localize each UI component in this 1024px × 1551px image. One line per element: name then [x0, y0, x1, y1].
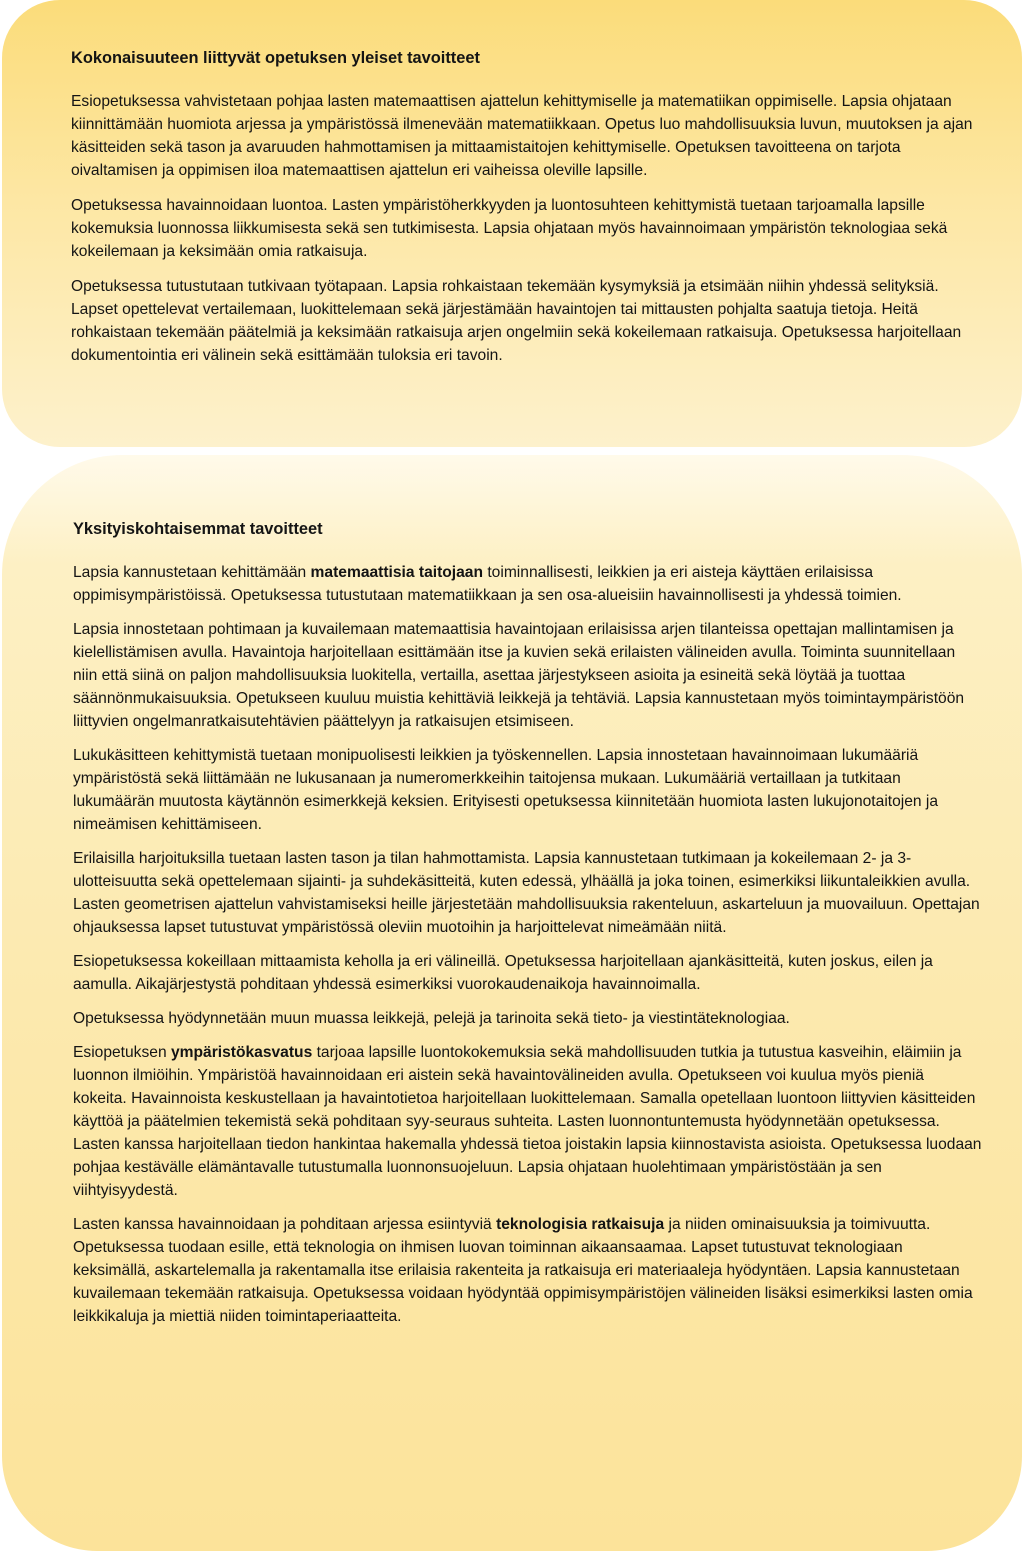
paragraph: Opetuksessa hyödynnetään muun muassa leikkejä, pelejä ja tarinoita sekä tieto- ja viestintäteknologiaa. [73, 1010, 790, 1027]
paragraph: Erilaisilla harjoituksilla tuetaan lasten tason ja tilan hahmottamista. Lapsia kannustetaan tutkimaan ja kokeilemaan 2- ja 3-ulotteisuutta sekä opettelemaan sijainti- ja suhdekäsitteitä, kuten edessä, ylhäällä ja joka toinen, esimerkiksi liikuntaleikkien avulla. Lasten geometrisen ajattelun vahvistamiseksi heille järjestetään mahdollisuuksia rakenteluun, askarteluun ja muovailuun. Opettajan ohjauksessa lapset tutustuvat ympäristössä oleviin muotoihin ja harjoittelevat nimeämään niitä. [73, 850, 980, 936]
detailed-goals-panel [2, 455, 1022, 1551]
section-title: Yksityiskohtaisemmat tavoitteet [73, 520, 323, 538]
general-goals-panel [2, 0, 1022, 447]
paragraph: Opetuksessa havainnoidaan luontoa. Lasten ympäristöherkkyyden ja luontosuhteen kehittymistä tuetaan tarjoamalla lapsille kokemuksia luonnossa liikkumisesta sekä sen tutkimisesta. Lapsia ohjataan myös havainnoimaan ympäristön teknologiaa sekä kokeilemaan ja keksimään omia ratkaisuja. [71, 197, 948, 260]
paragraph: Lukukäsitteen kehittymistä tuetaan monipuolisesti leikkien ja työskennellen. Lapsia innostetaan havainnoimaan lukumääriä ympäristöstä sekä liittämään ne lukusanaan ja numeromerkkeihin taitojensa mukaan. Lukumääriä vertaillaan ja tutkitaan lukumäärän muutosta käytännön esimerkkejä keksien. Erityisesti opetuksessa kiinnitetään huomiota lasten lukujonotaitojen ja nimeämisen kehittämiseen. [73, 747, 939, 833]
section-title: Kokonaisuuteen liittyvät opetuksen yleiset tavoitteet [71, 49, 480, 67]
paragraph: Esiopetuksessa vahvistetaan pohjaa lasten matemaattisen ajattelun kehittymiselle ja matematiikan oppimiselle. Lapsia ohjataan kiinnittämään huomiota arjessa ja ympäristössä ilmenevään matematiikkaan. Opetus luo mahdollisuuksia luvun, muutoksen ja ajan käsitteiden sekä tason ja avaruuden hahmottamisen ja mittaamistaitojen kehittymiselle. Opetuksen tavoitteena on tarjota oivaltamisen ja oppimisen iloa matemaattisen ajattelun eri vaiheissa oleville lapsille. [71, 93, 973, 179]
emphasis: matemaattisia taitojaan [310, 564, 484, 581]
paragraph: Lasten kanssa havainnoidaan ja pohditaan arjessa esiintyviä teknologisia ratkaisuja ja niiden ominaisuuksia ja toimivuutta. Opetuksessa tuodaan esille, että teknologia on ihmisen luovan toiminnan aikaansaamaa. Lapset tutustuvat teknologiaan keksimällä, askartelemalla ja rakentamalla itse erilaisia rakenteita ja ratkaisuja eri materiaaleja hyödyntäen. Lapsia kannustetaan kuvailemaan tekemään ratkaisuja. Opetuksessa voidaan hyödyntää oppimisympäristöjen välineiden lisäksi esimerkiksi lasten omia leikkikaluja ja miettiä niiden toimintaperiaatteita. [73, 1216, 973, 1325]
paragraph: Lapsia innostetaan pohtimaan ja kuvailemaan matemaattisia havaintojaan erilaisissa arjen tilanteissa opettajan mallintamisen ja kielellistämisen avulla. Havaintoja harjoitellaan esittämään itse ja kuvien sekä erilaisten välineiden avulla. Toiminta suunnitellaan niin että siinä on paljon mahdollisuuksia luokitella, vertailla, asettaa järjestykseen asioita ja esineitä sekä löytää ja tuottaa säännönmukaisuuksia. Opetukseen kuuluu muistia kehittäviä leikkejä ja tehtäviä. Lapsia kannustetaan myös toimintaympäristöön liittyvien ongelmanratkaisutehtävien päättelyyn ja ratkaisujen etsimiseen. [73, 621, 965, 730]
emphasis: ympäristökasvatus [170, 1044, 313, 1061]
paragraph: Opetuksessa tutustutaan tutkivaan työtapaan. Lapsia rohkaistaan tekemään kysymyksiä ja etsimään niihin yhdessä selityksiä. Lapset opettelevat vertailemaan, luokittelemaan sekä järjestämään havaintojen tai mittausten pohjalta saatuja tietoja. Heitä rohkaistaan tekemään päätelmiä ja keksimään ratkaisuja arjen ongelmiin sekä kokeilemaan ratkaisuja. Opetuksessa harjoitellaan dokumentointia eri välinein sekä esittämään tuloksia eri tavoin. [71, 278, 962, 364]
paragraph: Esiopetuksessa kokeillaan mittaamista keholla ja eri välineillä. Opetuksessa harjoitellaan ajankäsitteitä, kuten joskus, eilen ja aamulla. Aikajärjestystä pohditaan yhdessä esimerkiksi vuorokaudenaikoja havainnoimalla. [73, 953, 933, 993]
emphasis: teknologisia ratkaisuja [496, 1216, 665, 1233]
paragraph: Lapsia kannustetaan kehittämään matemaattisia taitojaan toiminnallisesti, leikkien ja eri aisteja käyttäen erilaisissa oppimisympäristöissä. Opetuksessa tutustutaan matematiikkaan ja sen osa-alueisiin havainnollisesti ja yhdessä toimien. [73, 564, 902, 604]
paragraph: Esiopetuksen ympäristökasvatus tarjoaa lapsille luontokokemuksia sekä mahdollisuuden tutkia ja tutustua kasveihin, eläimiin ja luonnon ilmiöihin. Ympäristöä havainnoidaan eri aistein sekä havaintovälineiden avulla. Opetukseen voi kuulua myös pieniä kokeita. Havainnoista keskustellaan ja havaintotietoa harjoitellaan luokittelemaan. Samalla opetellaan luontoon liittyvien käsitteiden käyttöä ja päätelmien tekemistä sekä pohditaan syy-seuraus suhteita. Lasten luonnontuntemusta hyödynnetään opetuksessa. Lasten kanssa harjoitellaan tiedon hankintaa hakemalla yhdessä tietoa joistakin lapsia kiinnostavista asioista. Opetuksessa luodaan pohjaa kestävälle elämäntavalle tutustumalla luonnonsuojeluun. Lapsia ohjataan huolehtimaan ympäristöstään ja sen viihtyisyydestä. [73, 1044, 982, 1199]
